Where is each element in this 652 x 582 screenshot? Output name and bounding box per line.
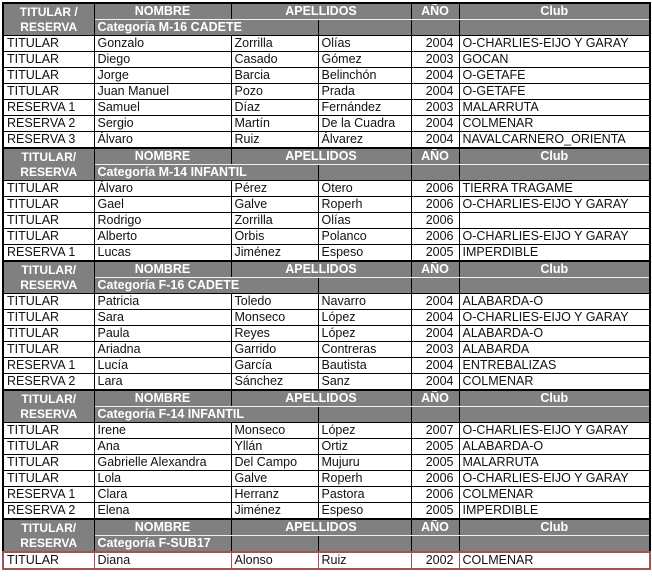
ano-cell: 2006 xyxy=(411,197,459,213)
apellido2-cell: Olías xyxy=(318,213,411,229)
club-header-cell: Club xyxy=(459,261,650,278)
role-cell: TITULAR xyxy=(3,294,94,310)
apellido2-cell: Ortiz xyxy=(318,439,411,455)
club-cell: TIERRA TRAGAME xyxy=(459,181,650,197)
ano-cell: 2002 xyxy=(411,552,459,569)
category-row xyxy=(3,536,650,553)
titular-reserva-line2: RESERVA xyxy=(20,406,78,421)
nombre-header-cell: NOMBRE xyxy=(94,3,231,20)
ano-cell: 2004 xyxy=(411,132,459,149)
player-row xyxy=(3,294,650,310)
ano-cell: 2005 xyxy=(411,245,459,262)
apellido1-cell: Díaz xyxy=(231,100,318,116)
club-header-cell: Club xyxy=(459,390,650,407)
apellido1-cell: García xyxy=(231,358,318,374)
role-cell: RESERVA 1 xyxy=(3,358,94,374)
apellido1-cell: Herranz xyxy=(231,487,318,503)
club-cell: COLMENAR xyxy=(459,116,650,132)
apellido2-cell: Roperh xyxy=(318,471,411,487)
category-row xyxy=(3,20,650,36)
apellidos-header-cell: APELLIDOS xyxy=(231,3,411,20)
nombre-cell: Jorge xyxy=(94,68,231,84)
nombre-cell: Clara xyxy=(94,487,231,503)
club-cell: O-CHARLIES-EIJO Y GARAY xyxy=(459,197,650,213)
nombre-cell: Lucía xyxy=(94,358,231,374)
apellido1-cell: Barcia xyxy=(231,68,318,84)
category-filler-club-cell xyxy=(459,20,650,36)
titular-reserva-line2: RESERVA xyxy=(20,277,78,292)
ano-header-cell: AÑO xyxy=(411,148,459,165)
titular-reserva-line1: TITULAR/ xyxy=(21,262,77,277)
club-cell: COLMENAR xyxy=(459,487,650,503)
club-cell: O-CHARLIES-EIJO Y GARAY xyxy=(459,36,650,52)
apellido2-cell: Navarro xyxy=(318,294,411,310)
apellido1-cell: Galve xyxy=(231,471,318,487)
apellido1-cell: Pozo xyxy=(231,84,318,100)
apellido2-cell: Roperh xyxy=(318,197,411,213)
role-cell: RESERVA 2 xyxy=(3,374,94,391)
ano-cell: 2005 xyxy=(411,439,459,455)
titular-reserva-header-cell xyxy=(3,148,94,181)
role-cell: RESERVA 3 xyxy=(3,132,94,149)
category-row xyxy=(3,165,650,181)
apellidos-header-cell: APELLIDOS xyxy=(231,390,411,407)
ano-cell: 2003 xyxy=(411,342,459,358)
role-cell: RESERVA 2 xyxy=(3,116,94,132)
club-header-cell: Club xyxy=(459,148,650,165)
category-cell: Categoría F-14 INFANTIL xyxy=(94,407,318,423)
player-row xyxy=(3,52,650,68)
apellidos-header-cell: APELLIDOS xyxy=(231,519,411,536)
apellido1-cell: Garrido xyxy=(231,342,318,358)
player-row xyxy=(3,116,650,132)
club-cell: IMPERDIBLE xyxy=(459,503,650,520)
club-cell: MALARRUTA xyxy=(459,455,650,471)
club-cell: ALABARDA-O xyxy=(459,294,650,310)
nombre-cell: Gabrielle Alexandra xyxy=(94,455,231,471)
apellido2-cell: De la Cuadra xyxy=(318,116,411,132)
category-filler-cell xyxy=(318,20,411,36)
category-filler-club-cell xyxy=(459,278,650,294)
ano-cell: 2004 xyxy=(411,84,459,100)
player-row xyxy=(3,471,650,487)
role-cell: RESERVA 1 xyxy=(3,245,94,262)
apellido2-cell: Gómez xyxy=(318,52,411,68)
nombre-cell: Lucas xyxy=(94,245,231,262)
club-cell: ALABARDA xyxy=(459,342,650,358)
club-cell: IMPERDIBLE xyxy=(459,245,650,262)
ano-cell: 2004 xyxy=(411,326,459,342)
ano-cell: 2003 xyxy=(411,100,459,116)
player-row xyxy=(3,68,650,84)
player-row xyxy=(3,84,650,100)
club-cell: ALABARDA-O xyxy=(459,326,650,342)
club-cell: O-GETAFE xyxy=(459,84,650,100)
role-cell: TITULAR xyxy=(3,84,94,100)
apellido1-cell: Sánchez xyxy=(231,374,318,391)
titular-reserva-header-cell xyxy=(3,3,94,36)
player-row xyxy=(3,181,650,197)
category-filler-cell xyxy=(318,278,411,294)
apellido2-cell: Olías xyxy=(318,36,411,52)
nombre-cell: Sergio xyxy=(94,116,231,132)
apellido1-cell: Casado xyxy=(231,52,318,68)
titular-reserva-line1: TITULAR/ xyxy=(21,520,77,535)
ano-cell: 2005 xyxy=(411,503,459,520)
apellido2-cell: López xyxy=(318,326,411,342)
category-cell: Categoría F-SUB17 xyxy=(94,536,231,553)
category-filler-club-cell xyxy=(459,536,650,553)
apellido2-cell: Bautista xyxy=(318,358,411,374)
apellido1-cell: Monseco xyxy=(231,423,318,439)
club-cell: COLMENAR xyxy=(459,374,650,391)
ano-cell: 2006 xyxy=(411,213,459,229)
player-row xyxy=(3,229,650,245)
apellido2-cell: Pastora xyxy=(318,487,411,503)
nombre-cell: Lara xyxy=(94,374,231,391)
apellido1-cell: Pérez xyxy=(231,181,318,197)
club-cell: O-CHARLIES-EIJO Y GARAY xyxy=(459,310,650,326)
club-cell: O-CHARLIES-EIJO Y GARAY xyxy=(459,423,650,439)
player-row xyxy=(3,455,650,471)
role-cell: TITULAR xyxy=(3,455,94,471)
role-cell: TITULAR xyxy=(3,36,94,52)
nombre-cell: Gonzalo xyxy=(94,36,231,52)
role-cell: RESERVA 1 xyxy=(3,100,94,116)
nombre-cell: Patricia xyxy=(94,294,231,310)
apellido1-cell: Zorrilla xyxy=(231,213,318,229)
section-header-row xyxy=(3,3,650,20)
category-filler-cell xyxy=(318,407,411,423)
club-cell: NAVALCARNERO_ORIENTA xyxy=(459,132,650,149)
nombre-cell: Alberto xyxy=(94,229,231,245)
apellido1-cell: Jiménez xyxy=(231,503,318,520)
section-header-row xyxy=(3,261,650,278)
club-cell: MALARRUTA xyxy=(459,100,650,116)
apellido2-cell: Contreras xyxy=(318,342,411,358)
nombre-cell: Samuel xyxy=(94,100,231,116)
player-row xyxy=(3,245,650,262)
club-cell xyxy=(459,213,650,229)
section-header-row xyxy=(3,519,650,536)
apellido2-cell: López xyxy=(318,423,411,439)
category-filler-ano-cell xyxy=(411,407,459,423)
nombre-header-cell: NOMBRE xyxy=(94,519,231,536)
ano-header-cell: AÑO xyxy=(411,3,459,20)
apellido1-cell: Toledo xyxy=(231,294,318,310)
player-row-highlighted xyxy=(3,552,650,569)
category-cell: Categoría M-14 INFANTIL xyxy=(94,165,318,181)
role-cell: TITULAR xyxy=(3,342,94,358)
role-cell: TITULAR xyxy=(3,181,94,197)
role-cell: TITULAR xyxy=(3,197,94,213)
ano-cell: 2004 xyxy=(411,358,459,374)
ano-cell: 2003 xyxy=(411,52,459,68)
roster-table xyxy=(2,2,651,570)
nombre-cell: Lola xyxy=(94,471,231,487)
category-row xyxy=(3,407,650,423)
player-row xyxy=(3,342,650,358)
ano-cell: 2004 xyxy=(411,294,459,310)
ano-cell: 2004 xyxy=(411,116,459,132)
player-row xyxy=(3,100,650,116)
nombre-cell: Ariadna xyxy=(94,342,231,358)
ano-cell: 2006 xyxy=(411,229,459,245)
player-row xyxy=(3,197,650,213)
nombre-cell: Elena xyxy=(94,503,231,520)
club-cell: O-GETAFE xyxy=(459,68,650,84)
player-row xyxy=(3,213,650,229)
titular-reserva-line2: RESERVA xyxy=(20,164,78,179)
titular-reserva-line1: TITULAR/ xyxy=(21,391,77,406)
player-row xyxy=(3,310,650,326)
player-row xyxy=(3,326,650,342)
role-cell: TITULAR xyxy=(3,423,94,439)
ano-cell: 2007 xyxy=(411,423,459,439)
nombre-cell: Ana xyxy=(94,439,231,455)
club-cell: O-CHARLIES-EIJO Y GARAY xyxy=(459,229,650,245)
category-filler-ano-cell xyxy=(411,278,459,294)
apellido1-cell: Yllán xyxy=(231,439,318,455)
category-row xyxy=(3,278,650,294)
apellido1-cell: Del Campo xyxy=(231,455,318,471)
apellido2-cell: Álvarez xyxy=(318,132,411,149)
category-cell: Categoría F-16 CADETE xyxy=(94,278,318,294)
category-filler-club-cell xyxy=(459,407,650,423)
category-filler-cell xyxy=(231,536,318,553)
ano-cell: 2004 xyxy=(411,310,459,326)
section-header-row xyxy=(3,148,650,165)
player-row xyxy=(3,36,650,52)
apellido2-cell: Mujuru xyxy=(318,455,411,471)
titular-reserva-header-cell xyxy=(3,261,94,294)
club-cell: GOCAN xyxy=(459,52,650,68)
category-filler-cell xyxy=(318,165,411,181)
apellido2-cell: López xyxy=(318,310,411,326)
ano-cell: 2004 xyxy=(411,68,459,84)
nombre-header-cell: NOMBRE xyxy=(94,261,231,278)
apellido2-cell: Ruiz xyxy=(318,552,411,569)
titular-reserva-line1: TITULAR / xyxy=(19,4,78,19)
nombre-cell: Gael xyxy=(94,197,231,213)
apellido2-cell: Sanz xyxy=(318,374,411,391)
nombre-cell: Juan Manuel xyxy=(94,84,231,100)
category-cell: Categoría M-16 CADETE xyxy=(94,20,318,36)
apellido2-cell: Espeso xyxy=(318,503,411,520)
apellido1-cell: Alonso xyxy=(231,552,318,569)
titular-reserva-line2: RESERVA xyxy=(20,19,78,34)
titular-reserva-line2: RESERVA xyxy=(20,535,78,550)
player-row xyxy=(3,374,650,391)
category-filler-ano-cell xyxy=(411,165,459,181)
player-row xyxy=(3,487,650,503)
apellido2-cell: Polanco xyxy=(318,229,411,245)
category-filler-cell xyxy=(318,536,411,553)
ano-cell: 2004 xyxy=(411,374,459,391)
role-cell: TITULAR xyxy=(3,68,94,84)
club-header-cell: Club xyxy=(459,3,650,20)
apellido1-cell: Jiménez xyxy=(231,245,318,262)
apellido1-cell: Reyes xyxy=(231,326,318,342)
category-filler-club-cell xyxy=(459,165,650,181)
player-row xyxy=(3,132,650,149)
club-cell: COLMENAR xyxy=(459,552,650,569)
player-row xyxy=(3,503,650,520)
ano-cell: 2006 xyxy=(411,487,459,503)
nombre-cell: Diego xyxy=(94,52,231,68)
apellidos-header-cell: APELLIDOS xyxy=(231,148,411,165)
club-cell: ALABARDA-O xyxy=(459,439,650,455)
ano-header-cell: AÑO xyxy=(411,390,459,407)
role-cell: TITULAR xyxy=(3,52,94,68)
role-cell: TITULAR xyxy=(3,213,94,229)
nombre-cell: Irene xyxy=(94,423,231,439)
nombre-cell: Rodrigo xyxy=(94,213,231,229)
nombre-cell: Diana xyxy=(94,552,231,569)
ano-cell: 2004 xyxy=(411,36,459,52)
role-cell: TITULAR xyxy=(3,310,94,326)
club-cell: ENTREBALIZAS xyxy=(459,358,650,374)
section-header-row xyxy=(3,390,650,407)
ano-cell: 2005 xyxy=(411,455,459,471)
ano-cell: 2006 xyxy=(411,471,459,487)
titular-reserva-header-cell xyxy=(3,519,94,552)
apellido1-cell: Monseco xyxy=(231,310,318,326)
titular-reserva-line1: TITULAR/ xyxy=(21,149,77,164)
role-cell: TITULAR xyxy=(3,552,94,569)
nombre-cell: Sara xyxy=(94,310,231,326)
apellido1-cell: Zorrilla xyxy=(231,36,318,52)
nombre-cell: Álvaro xyxy=(94,132,231,149)
nombre-cell: Paula xyxy=(94,326,231,342)
category-filler-ano-cell xyxy=(411,20,459,36)
role-cell: TITULAR xyxy=(3,326,94,342)
apellidos-header-cell: APELLIDOS xyxy=(231,261,411,278)
player-row xyxy=(3,358,650,374)
club-header-cell: Club xyxy=(459,519,650,536)
ano-header-cell: AÑO xyxy=(411,261,459,278)
apellido1-cell: Orbis xyxy=(231,229,318,245)
role-cell: RESERVA 2 xyxy=(3,503,94,520)
player-row xyxy=(3,423,650,439)
nombre-header-cell: NOMBRE xyxy=(94,148,231,165)
apellido2-cell: Prada xyxy=(318,84,411,100)
apellido2-cell: Espeso xyxy=(318,245,411,262)
apellido1-cell: Martín xyxy=(231,116,318,132)
category-filler-ano-cell xyxy=(411,536,459,553)
role-cell: TITULAR xyxy=(3,439,94,455)
role-cell: TITULAR xyxy=(3,229,94,245)
apellido1-cell: Ruiz xyxy=(231,132,318,149)
titular-reserva-header-cell xyxy=(3,390,94,423)
player-row xyxy=(3,439,650,455)
nombre-header-cell: NOMBRE xyxy=(94,390,231,407)
apellido2-cell: Fernández xyxy=(318,100,411,116)
club-cell: O-CHARLIES-EIJO Y GARAY xyxy=(459,471,650,487)
ano-header-cell: AÑO xyxy=(411,519,459,536)
role-cell: RESERVA 1 xyxy=(3,487,94,503)
role-cell: TITULAR xyxy=(3,471,94,487)
apellido2-cell: Belinchón xyxy=(318,68,411,84)
ano-cell: 2006 xyxy=(411,181,459,197)
nombre-cell: Álvaro xyxy=(94,181,231,197)
apellido2-cell: Otero xyxy=(318,181,411,197)
apellido1-cell: Galve xyxy=(231,197,318,213)
